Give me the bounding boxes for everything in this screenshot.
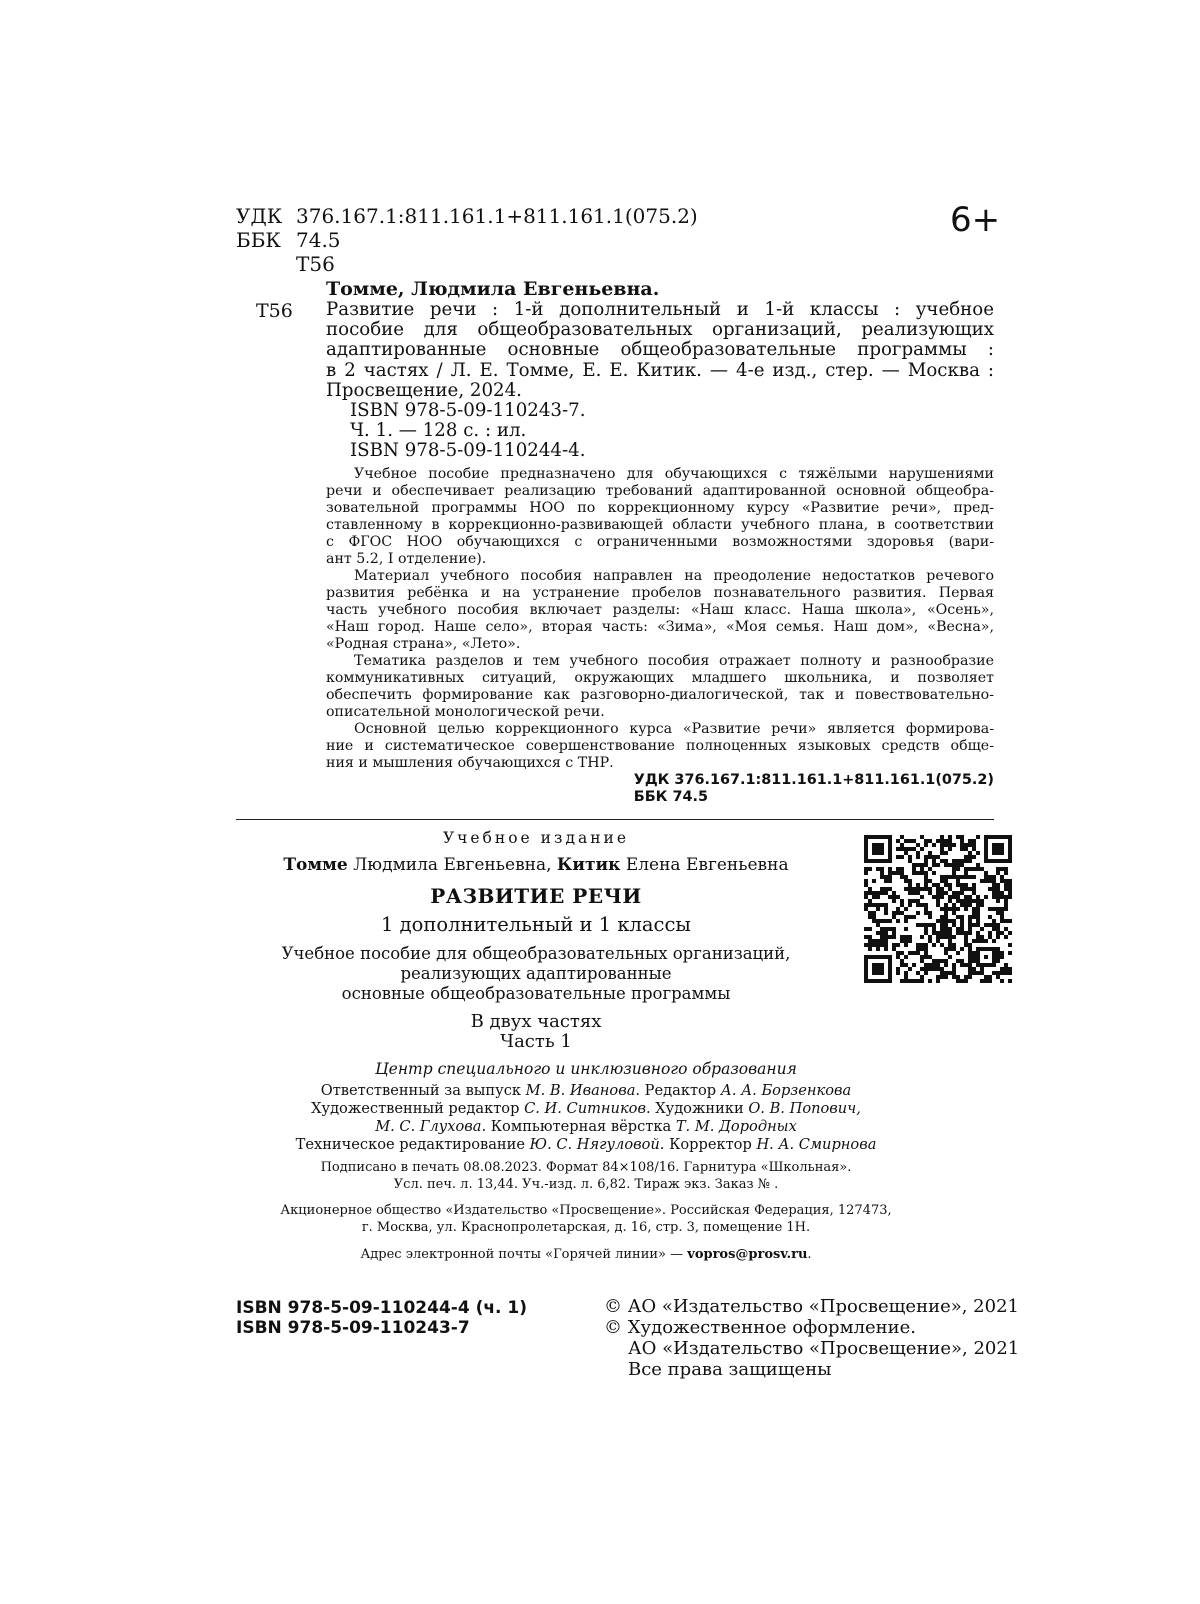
- bbk-bottom: ББК 74.5: [633, 789, 708, 805]
- parts-info: [236, 1012, 836, 1052]
- annotation: [326, 466, 994, 772]
- description-line: реализующих адаптированные: [400, 964, 672, 983]
- responsible-line: [236, 1100, 936, 1118]
- role-label: . Компьютерная вёрстка: [481, 1118, 672, 1135]
- isbn-full: ISBN 978-5-09-110243-7.: [350, 400, 586, 422]
- person-name: М. В. Иванова: [525, 1082, 636, 1099]
- publisher-address: г. Москва, ул. Краснопролетарская, д. 16, стр. 3, помещение 1Н.: [361, 1220, 811, 1235]
- annotation-line: Тематика разделов и тем учебного пособия отражает полноту и разнообразие: [354, 653, 994, 669]
- copyright-line: © Художественное оформление.: [604, 1317, 917, 1338]
- author2-name: Елена Евгеньевна: [625, 855, 789, 875]
- role-label: . Художники: [645, 1100, 744, 1117]
- annotation-line: описательной монологической речи.: [326, 704, 605, 720]
- biblio-line: пособие для общеобразовательных организаций, реализующих: [326, 319, 994, 341]
- author1-name: Людмила Евгеньевна,: [353, 855, 552, 875]
- annotation-line: ставленному в коррекционно-развивающей области учебного плана, в соответствии: [326, 517, 994, 533]
- person-name: Т. М. Дородных: [675, 1118, 797, 1135]
- description-line: Учебное пособие для общеобразовательных организаций,: [281, 944, 791, 963]
- author1-surname: Томме: [283, 855, 348, 875]
- email-address: vopros@prosv.ru: [687, 1247, 808, 1262]
- publisher-address: Акционерное общество «Издательство «Просвещение». Российская Федерация, 127473,: [280, 1203, 892, 1218]
- annotation-line: с ФГОС НОО обучающихся с ограниченными возможностями здоровья (вари-: [326, 534, 994, 550]
- email-label: Адрес электронной почты «Горячей линии» —: [360, 1247, 684, 1262]
- person-name: Н. А. Смирнова: [756, 1136, 877, 1153]
- annotation-line: коммуникативных ситуаций, окружающих младшего школьника, и позволяет: [326, 670, 994, 686]
- bibliographic-description: [326, 300, 994, 462]
- author-sign: Т56: [296, 252, 335, 276]
- biblio-line: адаптированные основные общеобразовательные программы :: [326, 339, 994, 361]
- annotation-line: Основной целью коррекционного курса «Развитие речи» является формирова-: [354, 721, 994, 737]
- annotation-line: развития ребёнка и на устранение пробелов познавательного развития. Первая: [326, 585, 994, 601]
- bottom-classification: [634, 772, 994, 806]
- annotation-line: часть учебного пособия включает разделы: «Наш класс. Наша школа», «Осень»,: [326, 602, 994, 618]
- role-label: . Редактор: [635, 1082, 717, 1099]
- person-name: М. С. Глухова: [375, 1118, 482, 1135]
- role-label: Ответственный за выпуск: [320, 1082, 522, 1099]
- author2-surname: Китик: [556, 855, 621, 875]
- part-number: Часть 1: [500, 1031, 572, 1052]
- age-rating: 6+: [950, 200, 1001, 240]
- udk-bottom: УДК 376.167.1:811.161.1+811.161.1(075.2): [633, 772, 994, 788]
- author-heading: Томме, Людмила Евгеньевна.: [326, 278, 660, 300]
- annotation-line: зовательной программы НОО по коррекционному курсу «Развитие речи», пред-: [326, 500, 994, 516]
- person-name: Ю. С. Нягуловой: [529, 1136, 660, 1153]
- annotation-line: Материал учебного пособия направлен на преодоление недостатков речевого: [354, 568, 994, 584]
- annotation-line: «Родная страна», «Лето».: [326, 636, 521, 652]
- role-label: Техническое редактирование: [295, 1136, 526, 1153]
- copyright-line: © АО «Издательство «Просвещение», 2021: [604, 1296, 1019, 1317]
- edition-type: Учебное издание: [442, 829, 630, 847]
- divider-line: [236, 819, 994, 820]
- copyright-line: Все права защищены: [628, 1359, 832, 1380]
- biblio-line: в 2 частях / Л. Е. Томме, Е. Е. Китик. — 4-е изд., стер. — Москва :: [326, 359, 994, 381]
- print-info: Подписано в печать 08.08.2023. Формат 84×108/16. Гарнитура «Школьная».: [320, 1160, 852, 1175]
- qr-code-image: [864, 835, 1012, 983]
- annotation-line: ние и систематическое совершенствование полноценных языковых средств обще-: [326, 738, 994, 754]
- role-label: . Корректор: [659, 1136, 752, 1153]
- bbk-label: ББК: [236, 228, 281, 252]
- annotation-line: ния и мышления обучающихся с ТНР.: [326, 755, 614, 771]
- imprint-authors: [236, 855, 836, 875]
- isbn-part: ISBN 978-5-09-110244-4.: [350, 440, 586, 462]
- responsible-line: [236, 1118, 936, 1136]
- udk-label: УДК: [236, 204, 283, 228]
- part-info: Ч. 1. — 128 с. : ил.: [350, 420, 527, 442]
- person-name: А. А. Борзенкова: [720, 1082, 852, 1099]
- email-end: .: [807, 1247, 812, 1262]
- udk-value: 376.167.1:811.161.1+811.161.1(075.2): [296, 204, 698, 228]
- responsible-line: [236, 1082, 936, 1100]
- person-name: О. В. Попович,: [748, 1100, 861, 1117]
- book-subtitle: 1 дополнительный и 1 классы: [381, 913, 691, 936]
- annotation-line: Учебное пособие предназначено для обучающихся с тяжёлыми нарушениями: [354, 466, 994, 482]
- book-title: РАЗВИТИЕ РЕЧИ: [430, 884, 642, 908]
- annotation-line: «Наш город. Наше село», вторая часть: «Зима», «Моя семья. Наш дом», «Весна»,: [326, 619, 994, 635]
- biblio-line: Просвещение, 2024.: [326, 379, 522, 401]
- description-line: основные общеобразовательные программы: [341, 984, 731, 1003]
- responsible-line: [236, 1136, 936, 1154]
- annotation-line: речи и обеспечивает реализацию требований адаптированной основной общеобра-: [326, 483, 994, 499]
- print-info: Усл. печ. л. 13,44. Уч.-изд. л. 6,82. Тираж экз. Заказ № .: [393, 1177, 779, 1192]
- left-sign: Т56: [256, 300, 293, 322]
- annotation-line: обеспечить формирование как разговорно-диалогической, так и повествовательно-: [326, 687, 994, 703]
- annotation-line: ант 5.2, I отделение).: [326, 551, 487, 567]
- copyright-line: АО «Издательство «Просвещение», 2021: [628, 1338, 1020, 1359]
- parts-count: В двух частях: [470, 1011, 602, 1032]
- edition-center: Центр специального и инклюзивного образования: [375, 1060, 797, 1078]
- isbn-list: [236, 1298, 527, 1338]
- hotline-email: [236, 1246, 936, 1263]
- copyright: [604, 1296, 1019, 1380]
- bbk-value: 74.5: [296, 228, 341, 252]
- role-label: Художественный редактор: [311, 1100, 520, 1117]
- isbn-full-set: ISBN 978-5-09-110243-7: [236, 1318, 470, 1338]
- biblio-line: Развитие речи : 1-й дополнительный и 1-й классы : учебное: [326, 299, 994, 320]
- isbn-part-one: ISBN 978-5-09-110244-4 (ч. 1): [236, 1298, 528, 1318]
- person-name: С. И. Ситников: [524, 1100, 646, 1117]
- book-description: [236, 944, 836, 1004]
